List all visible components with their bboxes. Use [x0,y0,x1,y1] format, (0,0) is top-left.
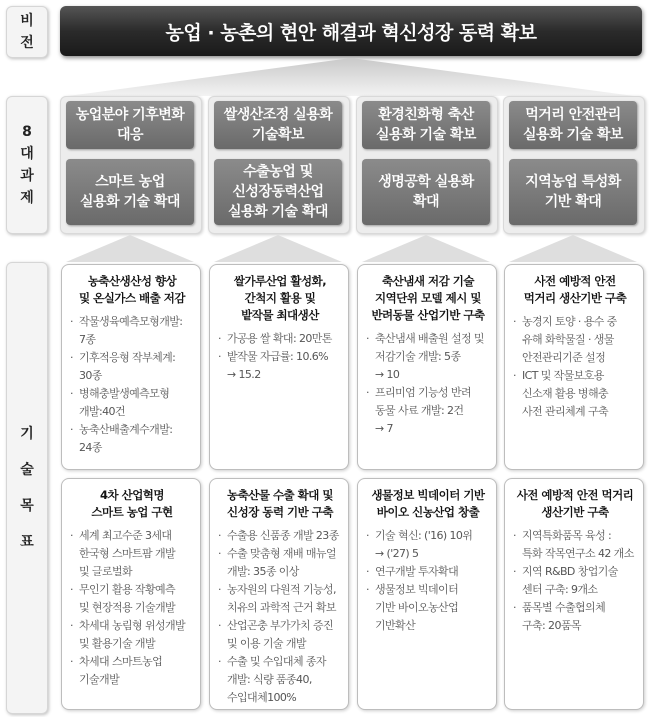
side-label-char: 제 [20,190,34,206]
side-label-char: 기 [20,426,34,442]
goal-item: · 수출 맞춤형 재배 매뉴얼 개발: 35종 이상 [218,545,342,581]
task-box: 환경친화형 축산 실용화 기술 확보 [362,101,490,149]
goal-card [209,478,349,710]
goal-item: · 생물정보 빅데이터 기반 바이오농산업 기반확산 [366,581,490,635]
column-arrow-4 [503,232,643,262]
goal-card-title: 농축산생산성 향상 및 온실가스 배출 저감 [79,274,185,305]
goal-card-title: 4차 산업혁명 스마트 농업 구현 [91,488,173,519]
vision-arrow [60,56,642,96]
goal-card-title: 사전 예방적 안전 먹거리 생산기반 구축 [523,274,627,305]
goal-item: · 농자원의 다원적 기능성, 치유의 과학적 근거 확보 [218,581,342,617]
vision-bar: 농업 · 농촌의 현안 해결과 혁신성장 동력 확보 [60,6,642,56]
goal-card [357,264,497,470]
column-arrow-2 [208,232,348,262]
goal-item: · 품목별 수출협의체 구축: 20품목 [513,599,637,635]
goal-item: · 무인기 활용 작황예측 및 현장적용 기술개발 [70,581,194,617]
goal-card-title: 축산냄새 저감 기술 지역단위 모델 제시 및 반려동물 산업기반 구축 [371,274,485,322]
side-label-goals [6,262,48,714]
goal-card [504,264,644,470]
goal-item: · 지역특화품목 육성 : 특화 작목연구소 42 개소 [513,527,637,563]
side-label-vision [6,6,48,58]
column-arrow-3 [356,232,496,262]
goal-item: · 차세대 농림형 위성개발 및 활용기술 개발 [70,617,194,653]
goal-item: · 연구개발 투자확대 [366,563,490,581]
goal-card [357,478,497,710]
side-label-char: 과 [20,168,34,184]
goal-item: · 지역 R&BD 창업기술 센터 구축: 9개소 [513,563,637,599]
side-label-char: 전 [20,35,34,51]
task-box: 지역농업 특성화 기반 확대 [509,159,637,225]
task-box: 농업분야 기후변화 대응 [66,101,194,149]
task-box: 수출농업 및 신성장동력산업 실용화 기술 확대 [214,159,342,225]
goal-card-title: 쌀가루산업 활성화, 간척지 활용 및 밭작물 최대생산 [233,274,327,322]
task-box: 먹거리 안전관리 실용화 기술 확보 [509,101,637,149]
side-label-char: 술 [20,462,34,478]
side-label-char: 표 [20,534,34,550]
goal-item: · 가공용 쌀 확대: 20만톤 [218,330,342,348]
goal-item: · 농축산배출계수개발: 24종 [70,421,194,457]
task-box: 쌀생산조정 실용화 기술확보 [214,101,342,149]
goal-item: · 기술 혁신: ('16) 10위 → ('27) 5 [366,527,490,563]
goal-item: · 차세대 스마트농업 기술개발 [70,653,194,689]
goal-card [61,478,201,710]
side-label-char: 8 [22,124,32,140]
goal-item: · 세계 최고수준 3세대 한국형 스마트팜 개발 및 글로벌화 [70,527,194,581]
goal-item: · 밭작물 자급률: 10.6% → 15.2 [218,348,342,384]
column-arrow-1 [60,232,200,262]
goal-card-title: 사전 예방적 안전 먹거리 생산기반 구축 [516,488,634,519]
goal-item: · 병해충발생예측모형 개발:40건 [70,385,194,421]
side-label-char: 대 [20,146,34,162]
goal-item: · 농경지 토양 · 용수 중 유해 화학물질 · 생물 안전관리기준 설정 [513,313,637,367]
goal-card [504,478,644,710]
goal-card [209,264,349,470]
goal-item: · 수출 및 수입대체 종자 개발: 식량 품종40, 수입대체100% [218,653,342,707]
goal-card [61,264,201,470]
goal-card-title: 농축산물 수출 확대 및 신성장 동력 기반 구축 [227,488,333,519]
goal-item: · 수출용 신품종 개발 23종 [218,527,342,545]
goal-item: · 축산냄새 배출원 설정 및 저감기술 개발: 5종 → 10 [366,330,490,384]
side-label-tasks [6,96,48,234]
side-label-char: 목 [20,498,34,514]
goal-item: · 기후적응형 작부체계: 30종 [70,349,194,385]
goal-item: · 산업곤충 부가가치 증진 및 이용 기술 개발 [218,617,342,653]
goal-item: · 프리미엄 기능성 반려 동물 사료 개발: 2건 → 7 [366,384,490,438]
goal-item: · ICT 및 작물보호용 신소재 활용 병해충 사전 관리체계 구축 [513,367,637,421]
side-label-char: 비 [20,13,34,29]
goal-card-title: 생물정보 빅데이터 기반 바이오 신농산업 창출 [371,488,485,519]
task-box: 생명공학 실용화 확대 [362,159,490,225]
task-box: 스마트 농업 실용화 기술 확대 [66,159,194,225]
goal-item: · 작물생육예측모형개발: 7종 [70,313,194,349]
